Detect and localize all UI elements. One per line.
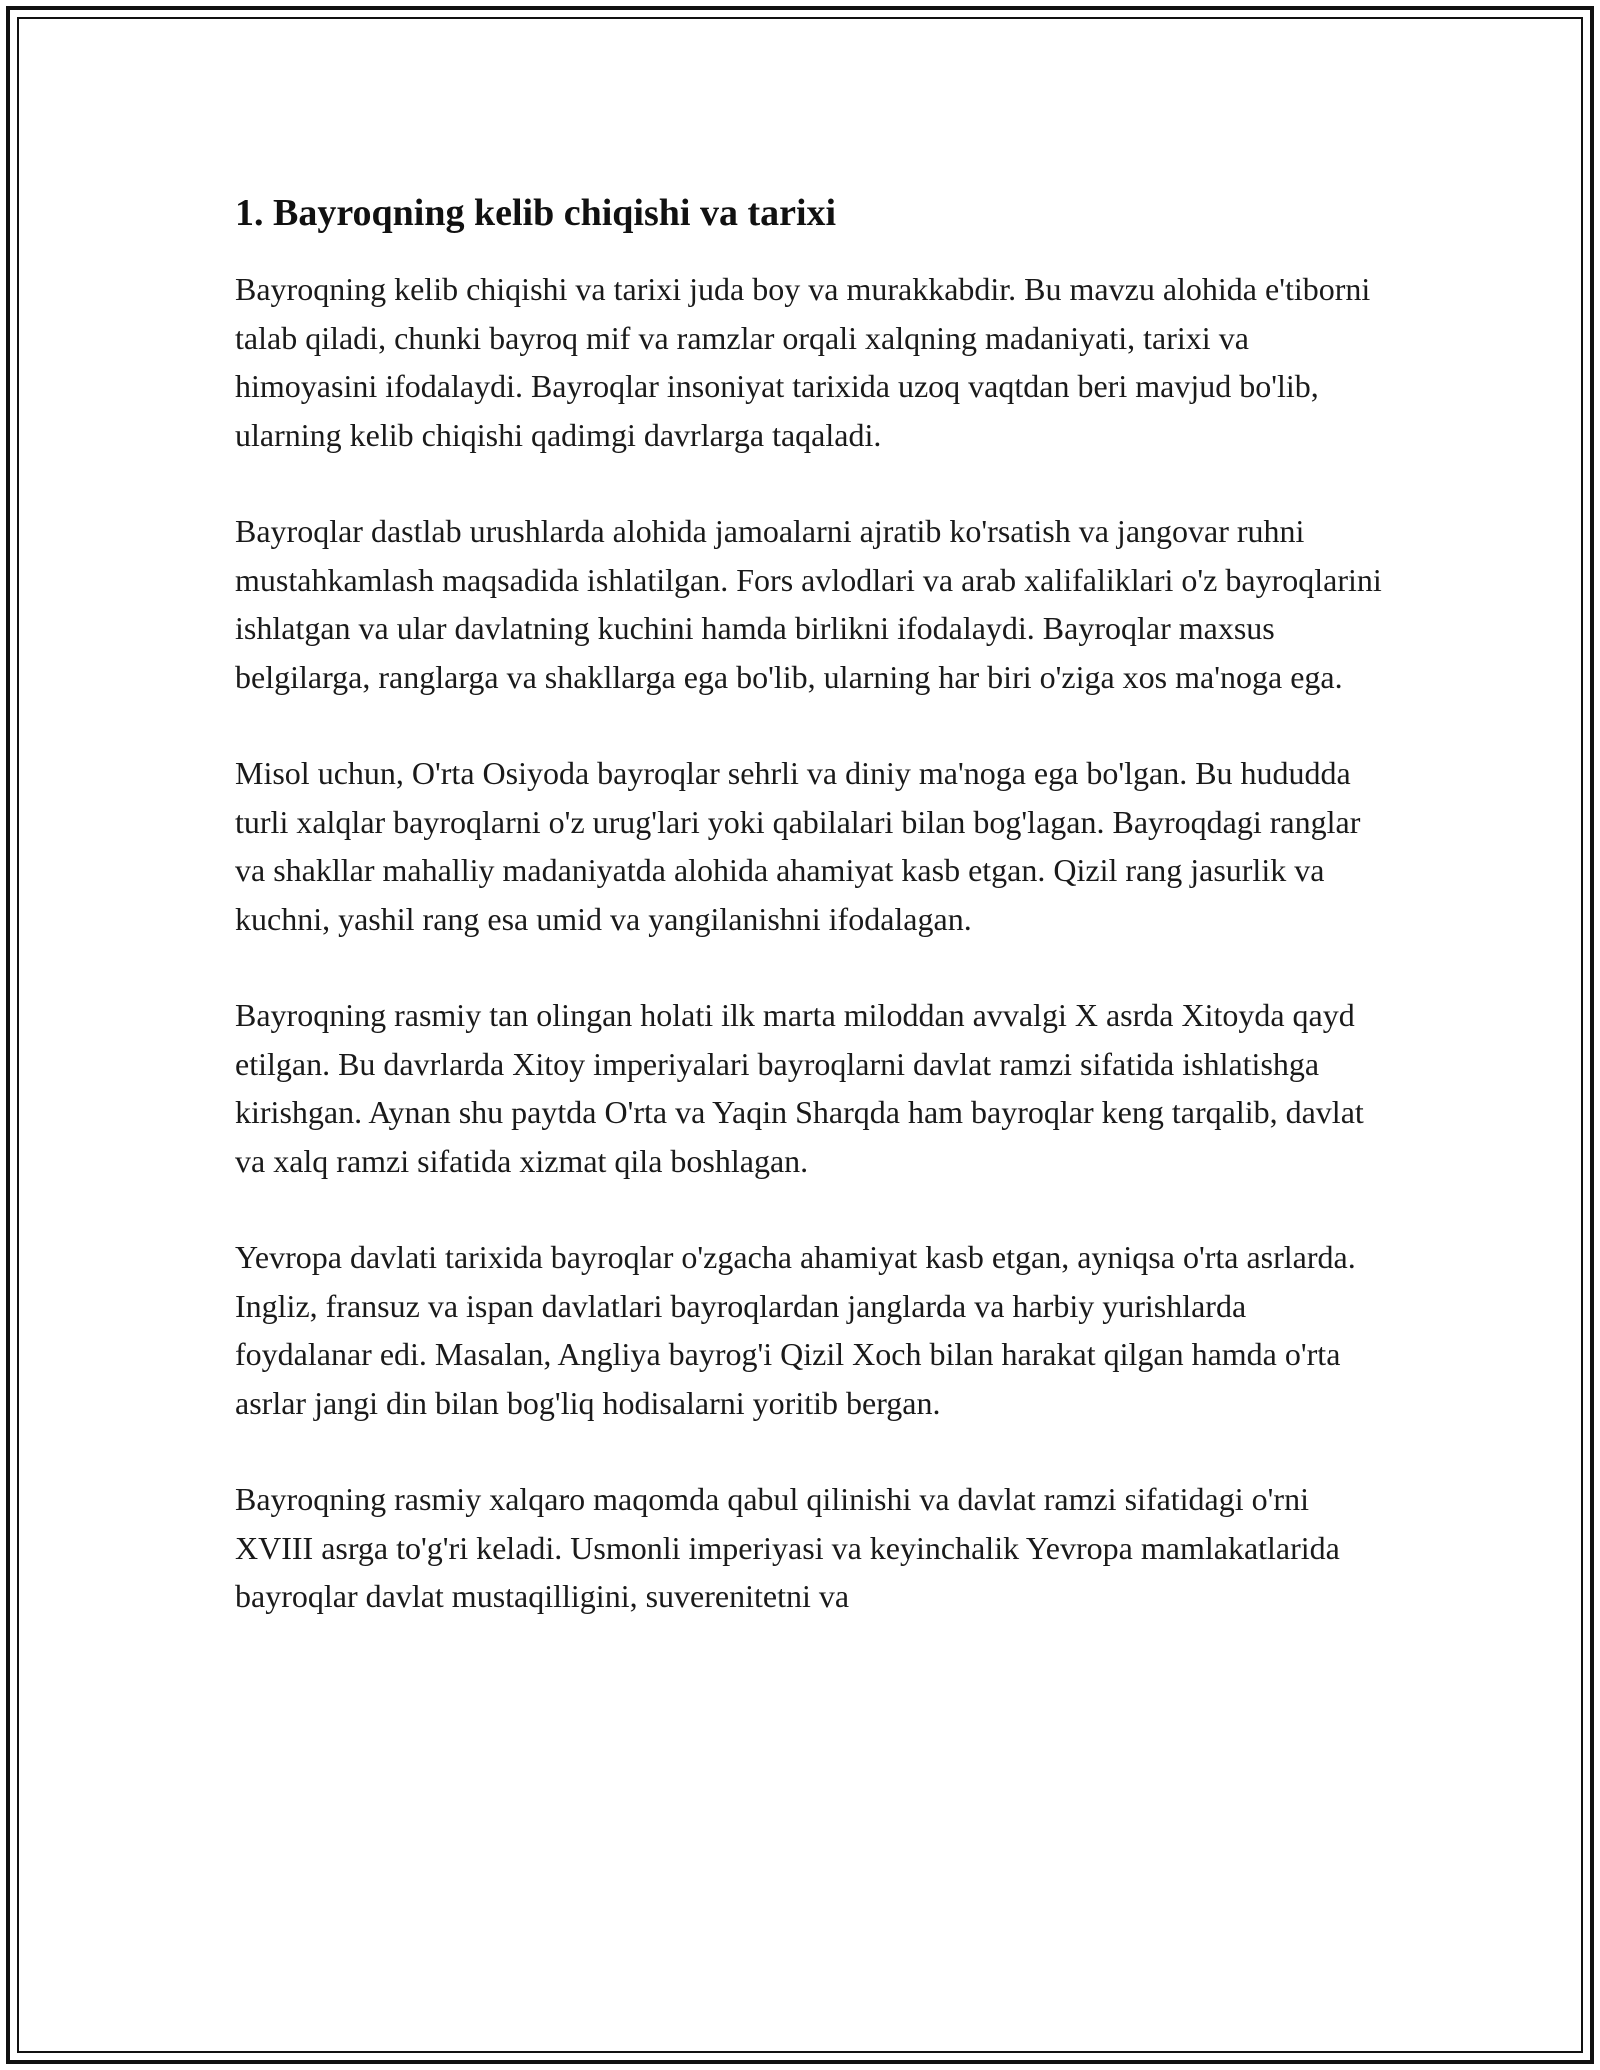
paragraph-5: Yevropa davlati tarixida bayroqlar o'zgacha ahamiyat kasb etgan, ayniqsa o'rta asrlarda. Ingliz, fransuz va ispan davlatlari bayroqlardan janglarda va harbiy yurishlarda foydalanar edi. Masalan, Angliya bayrog'i Qizil Xoch bilan harakat qilgan hamda o'rta asrlar jangi din bilan bog'liq hodisalarni yoritib bergan.: [235, 1239, 1356, 1421]
document-body: [235, 183, 1385, 1669]
paragraph-3: Misol uchun, O'rta Osiyoda bayroqlar sehrli va diniy ma'noga ega bo'lgan. Bu hududda turli xalqlar bayroqlarni o'z urug'lari yoki qabilalari bilan bog'lagan. Bayroqdagi ranglar va shakllar mahalliy madaniyatda alohida ahamiyat kasb etgan. Qizil rang jasurlik va kuchni, yashil rang esa umid va yangilanishni ifodalagan.: [235, 755, 1361, 937]
section-heading: 1. Bayroqning kelib chiqishi va tarixi: [235, 192, 837, 234]
paragraph-2: Bayroqlar dastlab urushlarda alohida jamoalarni ajratib ko'rsatish va jangovar ruhni mustahkamlash maqsadida ishlatilgan. Fors avlodlari va arab xalifaliklari o'z bayroqlarini ishlatgan va ular davlatning kuchini hamda birlikni ifodalaydi. Bayroqlar maxsus belgilarga, ranglarga va shakllarga ega bo'lib, ularning har biri o'ziga xos ma'noga ega.: [235, 513, 1382, 695]
paragraph-4: Bayroqning rasmiy tan olingan holati ilk marta miloddan avvalgi X asrda Xitoyda qayd etilgan. Bu davrlarda Xitoy imperiyalari bayroqlarni davlat ramzi sifatida ishlatishga kirishgan. Aynan shu paytda O'rta va Yaqin Sharqda ham bayroqlar keng tarqalib, davlat va xalq ramzi sifatida xizmat qila boshlagan.: [235, 997, 1364, 1179]
paragraph-1: Bayroqning kelib chiqishi va tarixi juda boy va murakkabdir. Bu mavzu alohida e'tiborni talab qiladi, chunki bayroq mif va ramzlar orqali xalqning madaniyati, tarixi va himoyasini ifodalaydi. Bayroqlar insoniyat tarixida uzoq vaqtdan beri mavjud bo'lib, ularning kelib chiqishi qadimgi davrlarga taqaladi.: [235, 271, 1371, 453]
paragraph-6: Bayroqning rasmiy xalqaro maqomda qabul qilinishi va davlat ramzi sifatidagi o'rni XVIII asrga to'g'ri keladi. Usmonli imperiyasi va keyinchalik Yevropa mamlakatlarida bayroqlar davlat mustaqilligini, suverenitetni va: [235, 1481, 1340, 1614]
